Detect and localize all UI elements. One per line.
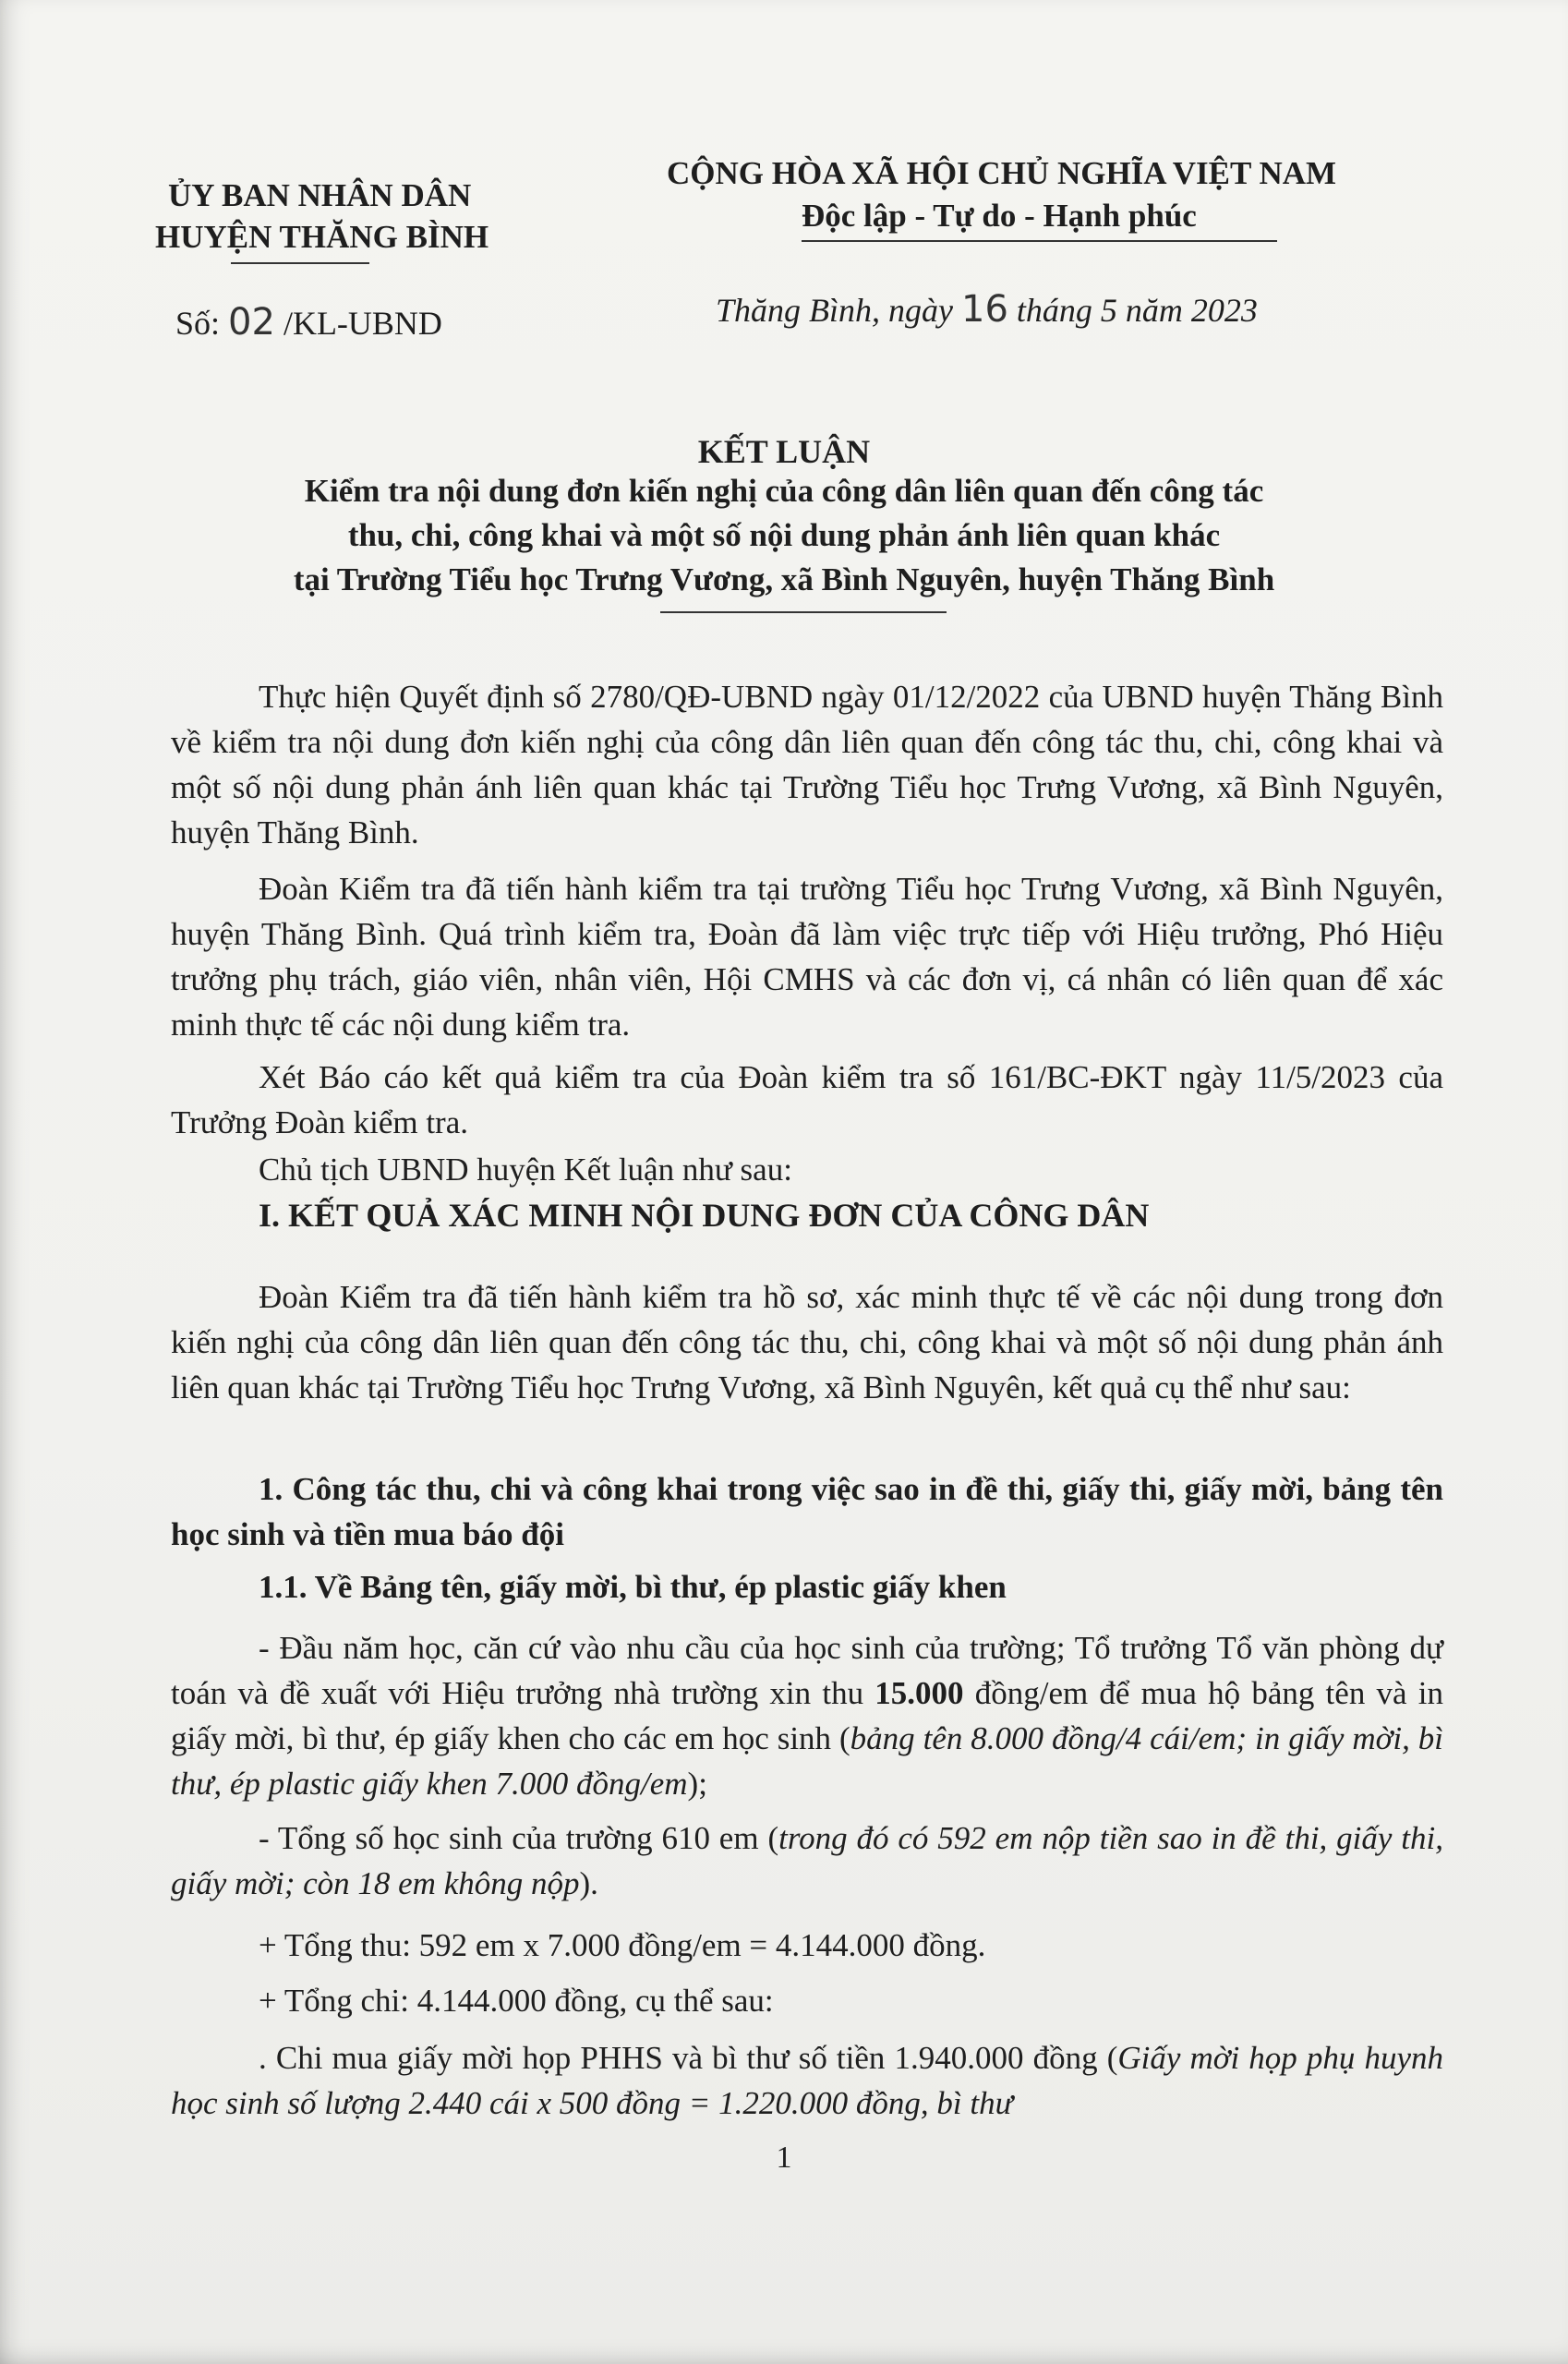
title-line-2: thu, chi, công khai và một số nội dung phản ánh liên quan khác (347, 517, 1221, 553)
paragraph-4: Chủ tịch UBND huyện Kết luận như sau: (259, 1152, 792, 1188)
title-line-1: Kiểm tra nội dung đơn kiến nghị của công dân liên quan đến công tác (304, 473, 1264, 509)
p6-amount: 15.000 (874, 1675, 964, 1711)
date-suffix: tháng 5 năm 2023 (1016, 292, 1258, 329)
paragraph-6 (171, 1625, 1443, 1806)
subheading-1: 1. Công tác thu, chi và công khai trong việc sao in đề thi, giấy thi, giấy mời, bảng tên học sinh và tiền mua báo đội (171, 1471, 1443, 1552)
agency-name: ỦY BAN NHÂN DÂN (168, 177, 472, 213)
agency-underline (231, 262, 369, 264)
page-number: 1 (776, 2141, 792, 2175)
motto-underline (802, 240, 1277, 242)
title-underline (660, 611, 947, 613)
p6-text-a: - Đầu năm học, căn cứ vào nhu cầu của học sinh của trường; Tổ trưởng Tổ văn phòng dự toán và đề xuất với Hiệu trưởng nhà trường xin thu (171, 1630, 1443, 1711)
agency-district: HUYỆN THĂNG BÌNH (155, 219, 489, 255)
p7-text-a: - Tổng số học sinh của trường 610 em ( (259, 1820, 779, 1856)
p10-text-a: . Chi mua giấy mời họp PHHS và bì thư số tiền 1.940.000 đồng ( (259, 2040, 1118, 2076)
p10-detail: Giấy mời họp phụ huynh học sinh số lượng 2.440 cái x 500 đồng = 1.220.000 đồng, bì thư (171, 2040, 1443, 2121)
paragraph-9: + Tổng chi: 4.144.000 đồng, cụ thể sau: (259, 1983, 774, 2019)
document-title: KẾT LUẬN (697, 433, 871, 470)
p6-text-e: ); (687, 1766, 707, 1802)
p6-text-c: đồng/em để mua hộ bảng tên và in giấy mời, bì thư, ép giấy khen cho các em học sinh ( (171, 1675, 1443, 1756)
date-prefix: Thăng Bình, ngày (716, 292, 953, 329)
national-motto: Độc lập - Tự do - Hạnh phúc (802, 198, 1197, 234)
paragraph-5: Đoàn Kiểm tra đã tiến hành kiểm tra hồ sơ, xác minh thực tế về các nội dung trong đơn kiến nghị của công dân liên quan đến công tác thu, chi, công khai và một số nội dung phản ánh liên quan khác tại Trường Tiểu học Trưng Vương, xã Bình Nguyên, kết quả cụ thể như sau: (171, 1279, 1443, 1405)
document-date (716, 288, 1258, 331)
document-number (175, 301, 442, 344)
p7-text-c: ). (579, 1865, 598, 1901)
doc-no-suffix: /KL-UBND (283, 305, 442, 342)
paragraph-10 (171, 2035, 1443, 2126)
paragraph-8: + Tổng thu: 592 em x 7.000 đồng/em = 4.144.000 đồng. (259, 1927, 986, 1963)
national-title: CỘNG HÒA XÃ HỘI CHỦ NGHĨA VIỆT NAM (667, 155, 1337, 191)
doc-no-handwritten: 02 (228, 301, 275, 344)
paragraph-7 (171, 1815, 1443, 1906)
paragraph-3: Xét Báo cáo kết quả kiểm tra của Đoàn kiểm tra số 161/BC-ĐKT ngày 11/5/2023 của Trưởng Đoàn kiểm tra. (171, 1059, 1443, 1140)
title-line-3: tại Trường Tiểu học Trưng Vương, xã Bình Nguyên, huyện Thăng Bình (293, 561, 1275, 597)
doc-no-prefix: Số: (175, 305, 221, 342)
date-day-handwritten: 16 (961, 288, 1008, 331)
paragraph-2: Đoàn Kiểm tra đã tiến hành kiểm tra tại trường Tiểu học Trưng Vương, xã Bình Nguyên, huyện Thăng Bình. Quá trình kiểm tra, Đoàn đã làm việc trực tiếp với Hiệu trưởng, Phó Hiệu trưởng phụ trách, giáo viên, nhân viên, Hội CMHS và các đơn vị, cá nhân có liên quan để xác minh thực tế các nội dung kiểm tra. (171, 871, 1443, 1043)
p6-detail: bảng tên 8.000 đồng/4 cái/em; in giấy mời, bì thư, ép plastic giấy khen 7.000 đồng/em (171, 1720, 1443, 1802)
section-heading-1: I. KẾT QUẢ XÁC MINH NỘI DUNG ĐƠN CỦA CÔNG DÂN (259, 1197, 1150, 1234)
p7-detail: trong đó có 592 em nộp tiền sao in đề thi, giấy thi, giấy mời; còn 18 em không nộp (171, 1820, 1443, 1901)
subheading-1-1: 1.1. Về Bảng tên, giấy mời, bì thư, ép plastic giấy khen (259, 1569, 1007, 1605)
paragraph-1: Thực hiện Quyết định số 2780/QĐ-UBND ngày 01/12/2022 của UBND huyện Thăng Bình về kiểm tra nội dung đơn kiến nghị của công dân liên quan đến công tác thu, chi, công khai và một số nội dung phản ánh liên quan khác tại Trường Tiểu học Trưng Vương, xã Bình Nguyên, huyện Thăng Bình. (171, 679, 1443, 850)
